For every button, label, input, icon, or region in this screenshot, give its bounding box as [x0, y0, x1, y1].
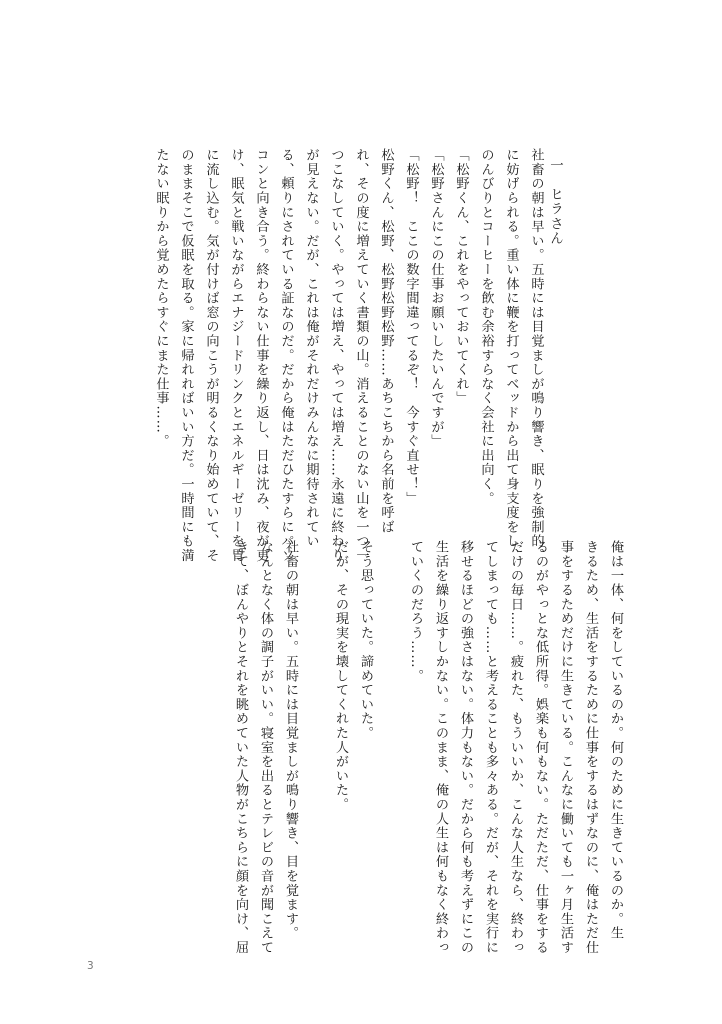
text-line: に妨げられる。重い体に鞭を打ってベッドから出て身支度をし、	[503, 148, 519, 563]
text-line: 「松野！ ここの数字間違ってるぞ！ 今すぐ直せ！」	[403, 148, 419, 506]
text-line: 事をするためだけに生きている。こんなに働いても一ヶ月生活す	[558, 540, 573, 955]
text-line: なんとなく体の調子がいい。寝室を出るとテレビの音が聞こえて	[258, 540, 273, 955]
blank-line	[378, 540, 403, 940]
text-line: つこなしていく。やっては増え、やっては増え……永遠に終わり	[328, 148, 344, 563]
text-line: ていくのだろう……。	[408, 540, 423, 683]
text-line: 「松野くん、これをやっておいてくれ」	[453, 148, 469, 406]
text-line: きて、ぼんやりとそれを眺めていた人物がこちらに顔を向け、屈	[233, 540, 248, 955]
lower-text-block	[228, 540, 628, 955]
text-line: るのがやっとな低所得。娯楽も何もない。ただただ、仕事をする	[533, 540, 548, 955]
text-line: のままそこで仮眠を取る。家に帰れればいい方だ。一時間にも満	[178, 148, 194, 563]
page-number: 3	[87, 960, 94, 972]
text-line: が見えない。だが、これは俺がそれだけみんなに期待されてい	[303, 148, 319, 549]
blank-line	[303, 540, 328, 940]
upper-text-block	[149, 148, 575, 563]
text-line: 松野くん、松野、松野松野松野……あちこちから名前を呼ば	[378, 148, 394, 535]
text-line: だが、その現実を壊してくれた人がいた。	[333, 540, 348, 812]
text-line: れ、その度に増えていく書類の山。消えることのない山を一つ一	[353, 148, 369, 563]
text-line: 社畜の朝は早い。五時には目覚ましが鳴り響き、目を覚ます。	[283, 540, 298, 941]
chapter-title: 一 ヒラさん	[547, 158, 563, 246]
text-line: のんびりとコーヒーを飲む余裕すらなく会社に出向く。	[478, 148, 494, 506]
text-line: 移せるほどの強さはない。体力もない。だから何も考えずにこの	[458, 540, 473, 955]
text-line: 生活を繰り返すしかない。このまま、俺の人生は何もなく終わっ	[433, 540, 448, 955]
text-line: たない眠りから覚めたらすぐにまた仕事……。	[153, 148, 169, 449]
text-line: きるため、生活をするために仕事をするはずなのに、俺はただ仕	[583, 540, 598, 955]
text-line: 社畜の朝は早い。五時には目覚ましが鳴り響き、眠りを強制的	[528, 148, 544, 549]
text-line: 俺は一体、何をしているのか。何のために生きているのか。生	[608, 540, 623, 941]
text-line: に流し込む。気が付けば窓の向こうが明るくなり始めていて、そ	[203, 148, 219, 563]
text-line: だけの毎日……。疲れた、もういいか、こんな人生なら、終わっ	[508, 540, 523, 955]
text-line: コンと向き合う。終わらない仕事を繰り返し、日は沈み、夜が更	[253, 148, 269, 563]
text-line: てしまっても……と考えることも多々ある。だが、それを実行に	[483, 540, 498, 955]
text-line: 「松野さんにこの仕事お願いしたいんですが」	[428, 148, 444, 449]
text-line: る、頼りにされている証なのだ。だから俺はただひたすらにパソ	[278, 148, 294, 563]
text-line: そう思っていた。諦めていた。	[358, 540, 373, 741]
text-line: け、眠気と戦いながらエナジードリンクとエネルギーゼリーを胃	[228, 148, 244, 563]
